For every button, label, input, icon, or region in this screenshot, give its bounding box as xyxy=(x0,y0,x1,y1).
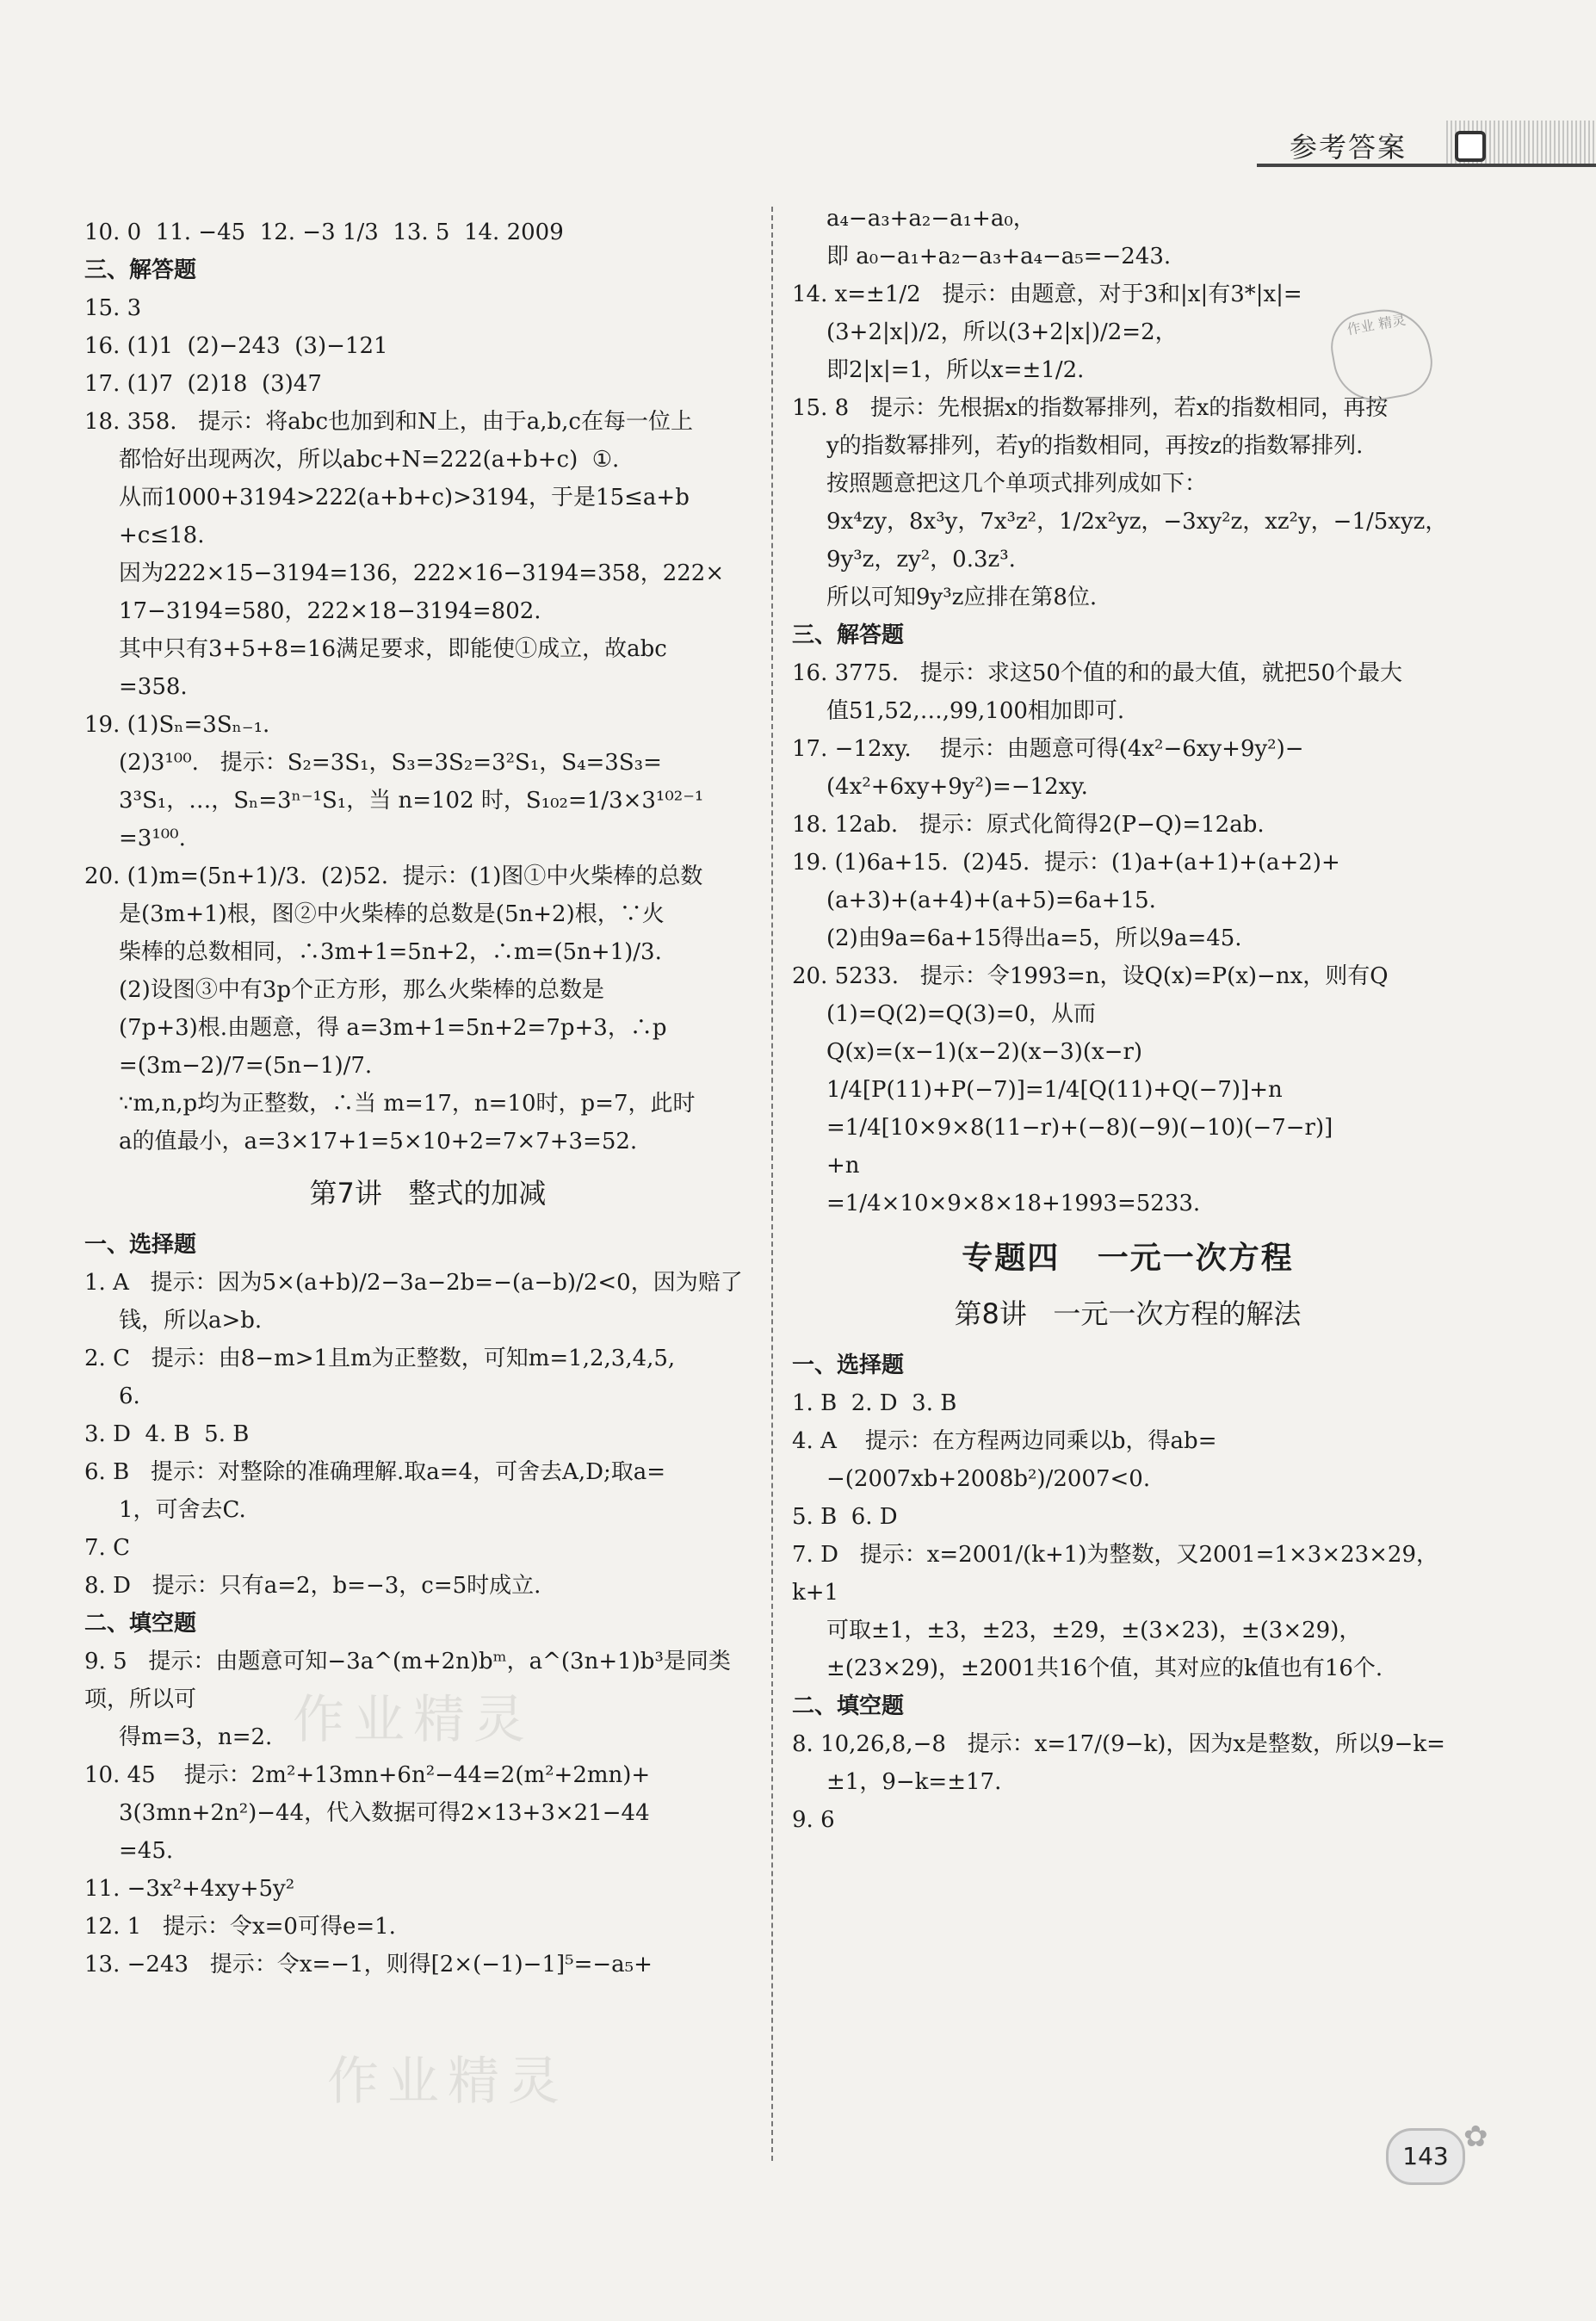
answer-continuation: ∵m,n,p均为正整数，∴当 m=17，n=10时，p=7，此时 xyxy=(119,1091,696,1117)
answer-line: 8. D 提示：只有a=2，b=−3，c=5时成立. xyxy=(84,1573,541,1599)
answer-continuation: 1，可舍去C. xyxy=(119,1497,246,1523)
answer-continuation: a的值最小，a=3×17+1=5×10+2=7×7+3=52. xyxy=(119,1129,638,1154)
lecture-title: 第8讲 一元一次方程的解法 xyxy=(954,1297,1302,1330)
answer-line: 10. 0 11. −45 12. −3 1/3 13. 5 14. 2009 xyxy=(84,220,564,245)
answer-continuation: 都恰好出现两次，所以abc+N=222(a+b+c) ①. xyxy=(119,447,620,473)
lecture-title: 第7讲 整式的加减 xyxy=(309,1177,547,1210)
answer-continuation: =(3m−2)/7=(5n−1)/7. xyxy=(119,1053,373,1079)
page-header-title: 参考答案 xyxy=(1290,131,1407,164)
answer-line: 10. 45 提示：2m²+13mn+6n²−44=2(m²+2mn)+ xyxy=(84,1762,651,1788)
header-box-icon xyxy=(1455,131,1486,162)
answer-continuation: (2)3¹⁰⁰. 提示：S₂=3S₁，S₃=3S₂=3²S₁，S₄=3S₃= xyxy=(119,750,662,776)
answer-line: 3. D 4. B 5. B xyxy=(84,1421,250,1447)
answer-line: 15. 3 xyxy=(84,295,142,321)
answer-continuation: 柴棒的总数相同，∴3m+1=5n+2，∴m=(5n+1)/3. xyxy=(119,939,662,965)
answer-continuation: 从而1000+3194>222(a+b+c)>3194，于是15≤a+b xyxy=(119,485,690,511)
answer-continuation: 即2|x|=1，所以x=±1/2. xyxy=(826,357,1085,383)
answer-continuation: 1/4[P(11)+P(−7)]=1/4[Q(11)+Q(−7)]+n xyxy=(826,1077,1283,1103)
stamp-text: 作业 精灵 xyxy=(1345,311,1407,338)
answer-continuation: (7p+3)根.由题意，得 a=3m+1=5n+2=7p+3，∴p xyxy=(119,1015,667,1041)
answer-continuation: a₄−a₃+a₂−a₁+a₀， xyxy=(826,206,1036,232)
answer-continuation: 钱，所以a>b. xyxy=(119,1308,263,1334)
answer-continuation: =45. xyxy=(119,1838,174,1864)
answer-continuation: 6. xyxy=(119,1383,140,1409)
answer-continuation: 3³S₁，…，Sₙ=3ⁿ⁻¹S₁，当 n=102 时，S₁₀₂=1/3×3¹⁰²⁻¹ xyxy=(119,788,704,814)
answer-continuation: y的指数幂排列，若y的指数相同，再按z的指数幂排列. xyxy=(826,433,1364,459)
answer-line: 16. (1)1 (2)−243 (3)−121 xyxy=(84,333,388,359)
answer-line: 18. 358. 提示：将abc也加到和N上，由于a,b,c在每一位上 xyxy=(84,409,693,435)
section-heading: 二、填空题 xyxy=(84,1611,197,1637)
watermark-text: 作业精灵 xyxy=(293,1690,534,1750)
answer-continuation: 即 a₀−a₁+a₂−a₃+a₄−a₅=−243. xyxy=(826,244,1172,269)
answer-line: 7. D 提示：x=2001/(k+1)为整数，又2001=1×3×23×29，k+1 xyxy=(792,1542,1439,1606)
answer-continuation: (a+3)+(a+4)+(a+5)=6a+15. xyxy=(826,888,1156,913)
answer-line: 11. −3x²+4xy+5y² xyxy=(84,1876,295,1902)
answer-continuation: ±(23×29)，±2001共16个值，其对应的k值也有16个. xyxy=(826,1656,1383,1681)
answer-continuation: 9y³z，zy²，0.3z³. xyxy=(826,547,1016,573)
answer-line: 20. 5233. 提示：令1993=n，设Q(x)=P(x)−nx，则有Q xyxy=(792,963,1389,989)
flower-icon: ✿ xyxy=(1463,2120,1488,2154)
section-heading: 二、填空题 xyxy=(792,1693,905,1719)
answer-line: 14. x=±1/2 提示：由题意，对于3和|x|有3*|x|= xyxy=(792,282,1302,307)
watermark-text: 作业精灵 xyxy=(327,2052,568,2112)
answer-line: 2. C 提示：由8−m>1且m为正整数，可知m=1,2,3,4,5, xyxy=(84,1346,676,1371)
answer-continuation: (1)=Q(2)=Q(3)=0，从而 xyxy=(826,1001,1097,1027)
answer-continuation: 17−3194=580，222×18−3194=802. xyxy=(119,598,541,624)
right-column xyxy=(792,200,1463,1839)
answer-line: 19. (1)6a+15. (2)45. 提示：(1)a+(a+1)+(a+2)+ xyxy=(792,850,1340,876)
answer-continuation: 3(3mn+2n²)−44，代入数据可得2×13+3×21−44 xyxy=(119,1800,650,1826)
section-heading: 三、解答题 xyxy=(792,622,905,648)
answer-continuation: +n xyxy=(826,1153,860,1179)
answer-line: 1. A 提示：因为5×(a+b)/2−3a−2b=−(a−b)/2<0，因为赔了 xyxy=(84,1270,743,1296)
answer-continuation: +c≤18. xyxy=(119,523,205,548)
answer-line: 15. 8 提示：先根据x的指数幂排列，若x的指数相同，再按 xyxy=(792,395,1389,421)
column-divider xyxy=(771,207,775,2161)
answer-continuation: =1/4[10×9×8(11−r)+(−8)(−9)(−10)(−7−r)] xyxy=(826,1115,1333,1141)
answer-continuation: =1/4×10×9×8×18+1993=5233. xyxy=(826,1191,1201,1216)
answer-continuation: (2)由9a=6a+15得出a=5，所以9a=45. xyxy=(826,925,1242,951)
answer-continuation: (2)设图③中有3p个正方形，那么火柴棒的总数是 xyxy=(119,977,605,1003)
answer-continuation: 9x⁴zy，8x³y，7x³z²，1/2x²yz，−3xy²z，xz²y，−1/5xyz， xyxy=(826,509,1448,535)
answer-line: 9. 6 xyxy=(792,1807,835,1833)
answer-continuation: 按照题意把这几个单项式排列成如下： xyxy=(826,471,1208,497)
answer-line: 1. B 2. D 3. B xyxy=(792,1390,957,1416)
answer-continuation: 所以可知9y³z应排在第8位. xyxy=(826,585,1098,610)
answer-line: 4. A 提示：在方程两边同乘以b，得ab= xyxy=(792,1428,1217,1454)
header-rule xyxy=(1257,164,1596,167)
answer-line: 6. B 提示：对整除的准确理解.取a=4，可舍去A,D;取a= xyxy=(84,1459,665,1485)
page-number: 143 xyxy=(1386,2128,1465,2185)
answer-continuation: 其中只有3+5+8=16满足要求，即能使①成立，故abc xyxy=(119,636,667,662)
section-heading: 三、解答题 xyxy=(84,257,197,283)
answer-line: 9. 5 提示：由题意可知−3a^(m+2n)bᵐ，a^(3n+1)b³是同类项，所以可 xyxy=(84,1649,731,1712)
answer-continuation: 因为222×15−3194=136，222×16−3194=358，222× xyxy=(119,560,725,586)
answer-continuation: =3¹⁰⁰. xyxy=(119,826,186,851)
answer-line: 17. −12xy. 提示：由题意可得(4x²−6xy+9y²)− xyxy=(792,736,1304,762)
answer-line: 13. −243 提示：令x=−1，则得[2×(−1)−1]⁵=−a₅+ xyxy=(84,1952,653,1977)
answer-continuation: 得m=3，n=2. xyxy=(119,1724,273,1750)
answer-continuation: 是(3m+1)根，图②中火柴棒的总数是(5n+2)根，∵火 xyxy=(119,901,665,927)
answer-line: 16. 3775. 提示：求这50个值的和的最大值，就把50个最大 xyxy=(792,660,1403,686)
answer-continuation: (4x²+6xy+9y²)=−12xy. xyxy=(826,774,1088,800)
answer-line: 8. 10,26,8,−8 提示：x=17/(9−k)，因为x是整数，所以9−k= xyxy=(792,1731,1445,1757)
answer-line: 18. 12ab. 提示：原式化简得2(P−Q)=12ab. xyxy=(792,812,1265,838)
answer-line: 19. (1)Sₙ=3Sₙ₋₁. xyxy=(84,712,270,738)
answer-continuation: =358. xyxy=(119,674,188,700)
answer-continuation: ±1，9−k=±17. xyxy=(826,1769,1002,1795)
answer-line: 7. C xyxy=(84,1535,130,1561)
answer-continuation: −(2007xb+2008b²)/2007<0. xyxy=(826,1466,1151,1492)
section-heading: 一、选择题 xyxy=(84,1232,197,1258)
answer-continuation: 值51,52,…,99,100相加即可. xyxy=(826,698,1125,724)
answer-continuation: 可取±1，±3，±23，±29，±(3×23)，±(3×29)， xyxy=(826,1618,1362,1643)
section-heading: 一、选择题 xyxy=(792,1352,905,1378)
answer-continuation: Q(x)=(x−1)(x−2)(x−3)(x−r) xyxy=(826,1039,1143,1065)
answer-line: 12. 1 提示：令x=0可得e=1. xyxy=(84,1914,396,1940)
answer-continuation: (3+2|x|)/2，所以(3+2|x|)/2=2， xyxy=(826,319,1178,345)
answer-line: 20. (1)m=(5n+1)/3. (2)52. 提示：(1)图①中火柴棒的总数 xyxy=(84,863,703,889)
topic-title: 专题四 一元一次方程 xyxy=(962,1241,1294,1276)
answer-line: 5. B 6. D xyxy=(792,1504,898,1530)
answer-line: 17. (1)7 (2)18 (3)47 xyxy=(84,371,322,397)
